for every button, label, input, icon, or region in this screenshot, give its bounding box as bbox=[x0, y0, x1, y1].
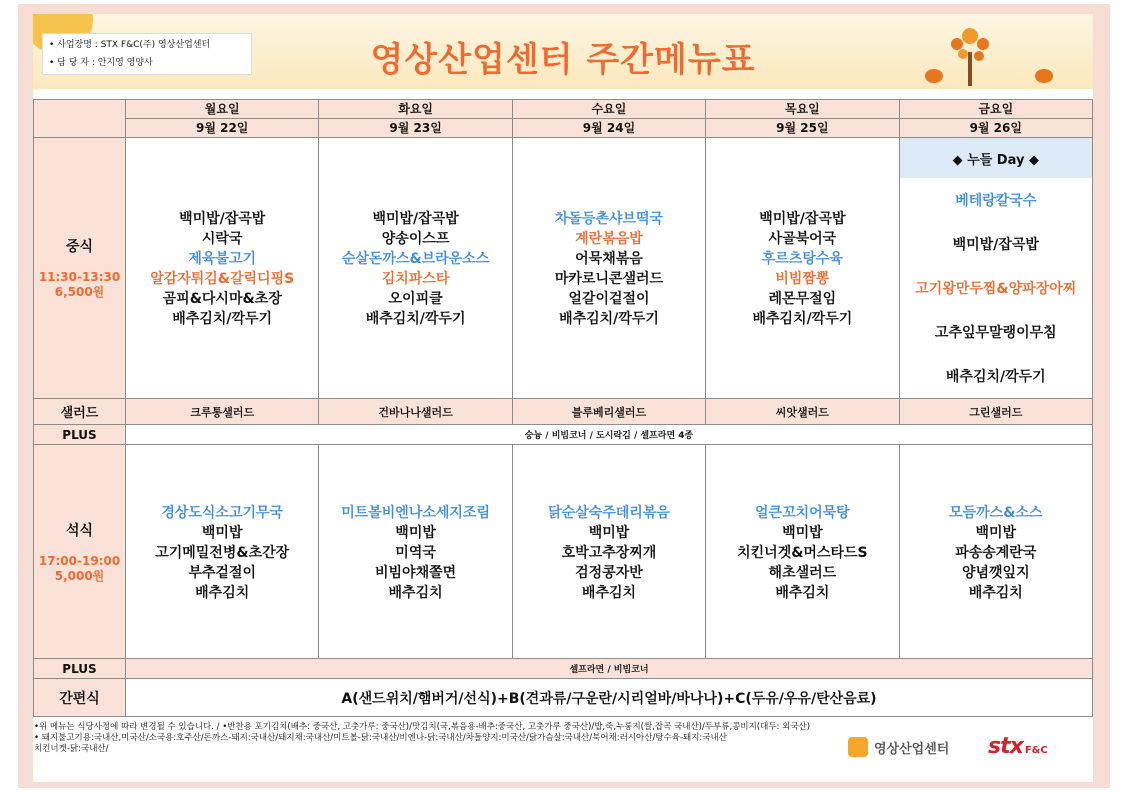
weekly-menu-table bbox=[33, 99, 1093, 717]
dinner-wed bbox=[512, 445, 705, 659]
menu-item: 마카로니콘샐러드 bbox=[554, 271, 664, 287]
meal-list bbox=[706, 502, 898, 602]
menu-item: 차돌등촌샤브떡국 bbox=[554, 211, 664, 227]
meal-list bbox=[126, 208, 318, 328]
noodle-day-banner: ◆ 누들 Day ◆ bbox=[900, 138, 1092, 178]
day-thu: 목요일 bbox=[706, 100, 899, 119]
menu-item: 배추김치/깍두기 bbox=[559, 311, 659, 327]
meal-list bbox=[126, 502, 318, 602]
menu-item: 레몬무절임 bbox=[768, 291, 837, 307]
menu-item: 배추김치 bbox=[581, 584, 637, 601]
salad-mon: 크루통샐러드 bbox=[126, 399, 319, 425]
salad-tue: 건바나나샐러드 bbox=[319, 399, 512, 425]
dinner-row bbox=[34, 445, 1093, 659]
menu-item: 어묵채볶음 bbox=[575, 251, 643, 267]
meal-list bbox=[513, 208, 705, 328]
menu-item: 해초샐러드 bbox=[768, 564, 837, 581]
day-fri: 금요일 bbox=[899, 100, 1092, 119]
plus-label: PLUS bbox=[34, 659, 126, 679]
menu-item: 배추김치/깍두기 bbox=[752, 311, 853, 327]
snack-row bbox=[34, 679, 1093, 717]
date-mon: 9월 22일 bbox=[126, 119, 319, 138]
menu-item: 백미밥/잡곡밥 bbox=[759, 211, 846, 227]
menu-item: 치킨너겟&머스타드S bbox=[737, 544, 868, 561]
snack-label: 간편식 bbox=[34, 679, 126, 717]
menu-item: 김치파스타 bbox=[381, 271, 450, 287]
menu-item: 백미밥 bbox=[395, 524, 436, 541]
menu-item: 호박고추장찌개 bbox=[561, 544, 657, 561]
lunch-tue bbox=[319, 138, 512, 399]
meal-list bbox=[706, 208, 898, 328]
menu-item: 고기왕만두찜&양파장아찌 bbox=[915, 281, 1077, 297]
info-company: • 사업장명 : STX F&C(주) 영상산업센터 bbox=[49, 40, 211, 50]
snack-text: A(샌드위치/햄버거/선식)+B(견과류/구운란/시리얼바/바나나)+C(두유/우유/탄산음료) bbox=[126, 679, 1093, 717]
stx-logo bbox=[988, 734, 1048, 760]
menu-item: 비빔짬뽕 bbox=[775, 271, 830, 287]
info-manager: • 담 당 자 : 안지영 영양사 bbox=[49, 58, 153, 68]
menu-item: 백미밥 bbox=[975, 524, 1017, 541]
menu-item: 닭순살숙주데리볶음 bbox=[548, 504, 670, 521]
plus-row-lunch bbox=[34, 425, 1093, 445]
stx-logo-text: stx bbox=[988, 734, 1023, 759]
meal-list bbox=[900, 502, 1092, 602]
date-tue: 9월 23일 bbox=[319, 119, 512, 138]
center-logo-mark bbox=[848, 737, 868, 757]
menu-item: 제육불고기 bbox=[188, 251, 256, 267]
center-logo-text: 영상산업센터 bbox=[874, 741, 950, 757]
footnote-line: 치킨너겟-닭:국내산/ bbox=[34, 744, 109, 754]
menu-item: 경상도식소고기무국 bbox=[161, 504, 284, 521]
lunch-label-cell bbox=[34, 138, 126, 399]
footnote-line: •위 메뉴는 식당사정에 따라 변경될 수 있습니다. / •반찬용 포기김치(배추: 중국산, 고춧가루: 중국산)/맛김치(국,볶음용-배추:중국산, 고춧가루 중국산)/밥,죽,누룽지(쌀,잡곡 국내산)/두부류,콩비지(대두: 외국산) bbox=[34, 722, 811, 732]
salad-label: 샐러드 bbox=[34, 399, 126, 425]
center-logo bbox=[848, 734, 968, 760]
menu-item: 순살돈까스&브라운소스 bbox=[341, 251, 490, 267]
dinner-price: 5,000원 bbox=[54, 568, 105, 583]
menu-item: 양송이스프 bbox=[381, 231, 450, 247]
lunch-time: 11:30-13:30 bbox=[38, 270, 121, 284]
menu-item: 양념깻잎지 bbox=[961, 564, 1030, 581]
menu-item: 얼갈이겉절이 bbox=[568, 291, 650, 307]
menu-item: 배추김치 bbox=[968, 584, 1023, 601]
lunch-mon bbox=[126, 138, 319, 399]
menu-item: 백미밥/잡곡밥 bbox=[179, 211, 266, 227]
page-title: 영상산업센터 주간메뉴표 bbox=[370, 40, 756, 80]
menu-item: 백미밥 bbox=[588, 524, 630, 541]
footnote-line: • 돼지불고기용:국내산,미국산/소국용:호주산/돈까스-돼지:국내산/돼지채:국내산/미트볼-닭:국내산/비엔나-닭:국내산/차돌양지:미국산/닭가슴살:국내산/북어채:러시아산/탕수육-돼지:국내산 bbox=[34, 733, 727, 743]
menu-item: 배추김치/깍두기 bbox=[945, 369, 1046, 385]
menu-item: 베테랑칼국수 bbox=[955, 193, 1037, 209]
menu-item: 백미밥 bbox=[201, 524, 243, 541]
menu-item: 검정콩자반 bbox=[575, 564, 643, 581]
salad-fri: 그린샐러드 bbox=[899, 399, 1092, 425]
plus-text: 셀프라면 / 비빔코너 bbox=[126, 659, 1093, 679]
date-fri: 9월 26일 bbox=[899, 119, 1092, 138]
dinner-tue bbox=[319, 445, 512, 659]
corner-cell bbox=[34, 100, 126, 138]
menu-item: 곰피&다시마&초장 bbox=[162, 291, 282, 307]
salad-thu: 씨앗샐러드 bbox=[706, 399, 899, 425]
menu-item: 배추김치 bbox=[195, 584, 250, 601]
menu-item: 비빔야채쫄면 bbox=[375, 564, 457, 581]
menu-item: 모듬까스&소스 bbox=[949, 504, 1043, 521]
menu-item: 사골북어국 bbox=[768, 231, 837, 247]
day-mon: 월요일 bbox=[126, 100, 319, 119]
lunch-thu bbox=[706, 138, 899, 399]
menu-item: 배추김치 bbox=[775, 584, 830, 601]
info-box bbox=[42, 33, 252, 75]
menu-item: 백미밥 bbox=[782, 524, 823, 541]
date-wed: 9월 24일 bbox=[512, 119, 705, 138]
lunch-label: 중식 bbox=[65, 239, 94, 255]
footnotes bbox=[34, 722, 904, 755]
plus-row-dinner bbox=[34, 659, 1093, 679]
menu-item: 얼큰꼬치어묵탕 bbox=[755, 504, 850, 521]
menu-item: 부추겉절이 bbox=[188, 564, 256, 581]
menu-item: 배추김치/깍두기 bbox=[365, 311, 466, 327]
pumpkin-icon bbox=[1035, 69, 1053, 83]
dinner-label: 석식 bbox=[65, 522, 94, 539]
menu-item: 배추김치/깍두기 bbox=[172, 311, 273, 327]
dinner-fri bbox=[899, 445, 1092, 659]
menu-item: 후르츠탕수육 bbox=[761, 251, 843, 267]
pumpkin-icon bbox=[925, 69, 943, 83]
lunch-row bbox=[34, 138, 1093, 399]
meal-list bbox=[319, 502, 511, 602]
day-wed: 수요일 bbox=[512, 100, 705, 119]
header-row bbox=[34, 100, 1093, 119]
menu-item: 계란볶음밥 bbox=[575, 231, 643, 247]
menu-item: 고추잎무말랭이무침 bbox=[934, 325, 1057, 341]
menu-item: 알감자튀김&갈릭디핑S bbox=[150, 271, 295, 287]
lunch-wed bbox=[512, 138, 705, 399]
dinner-time: 17:00-19:00 bbox=[38, 553, 121, 568]
menu-item: 고기메밀전병&초간장 bbox=[155, 544, 290, 561]
fc-logo-text: F&C bbox=[1024, 745, 1048, 756]
menu-item: 미역국 bbox=[395, 544, 436, 561]
meal-list bbox=[513, 502, 705, 602]
dinner-mon bbox=[126, 445, 319, 659]
salad-row bbox=[34, 399, 1093, 425]
menu-item: 시락국 bbox=[201, 231, 243, 247]
plus-text: 숭늉 / 비빔코너 / 도시락김 / 셀프라면 4종 bbox=[126, 425, 1093, 445]
dinner-label-cell bbox=[34, 445, 126, 659]
lunch-price: 6,500원 bbox=[54, 285, 105, 299]
meal-list bbox=[319, 208, 511, 328]
plus-label: PLUS bbox=[34, 425, 126, 445]
lunch-fri bbox=[899, 138, 1092, 399]
menu-item: 미트볼비엔나소세지조림 bbox=[341, 504, 490, 521]
menu-item: 오이피클 bbox=[388, 291, 443, 307]
autumn-tree-icon bbox=[935, 22, 1005, 89]
date-row bbox=[34, 119, 1093, 138]
menu-item: 파송송계란국 bbox=[955, 544, 1037, 561]
menu-item: 백미밥/잡곡밥 bbox=[952, 237, 1039, 253]
day-tue: 화요일 bbox=[319, 100, 512, 119]
date-thu: 9월 25일 bbox=[706, 119, 899, 138]
meal-list bbox=[900, 178, 1092, 398]
dinner-thu bbox=[706, 445, 899, 659]
salad-wed: 블루베리샐러드 bbox=[512, 399, 705, 425]
menu-item: 백미밥/잡곡밥 bbox=[372, 211, 459, 227]
menu-item: 배추김치 bbox=[388, 584, 443, 601]
